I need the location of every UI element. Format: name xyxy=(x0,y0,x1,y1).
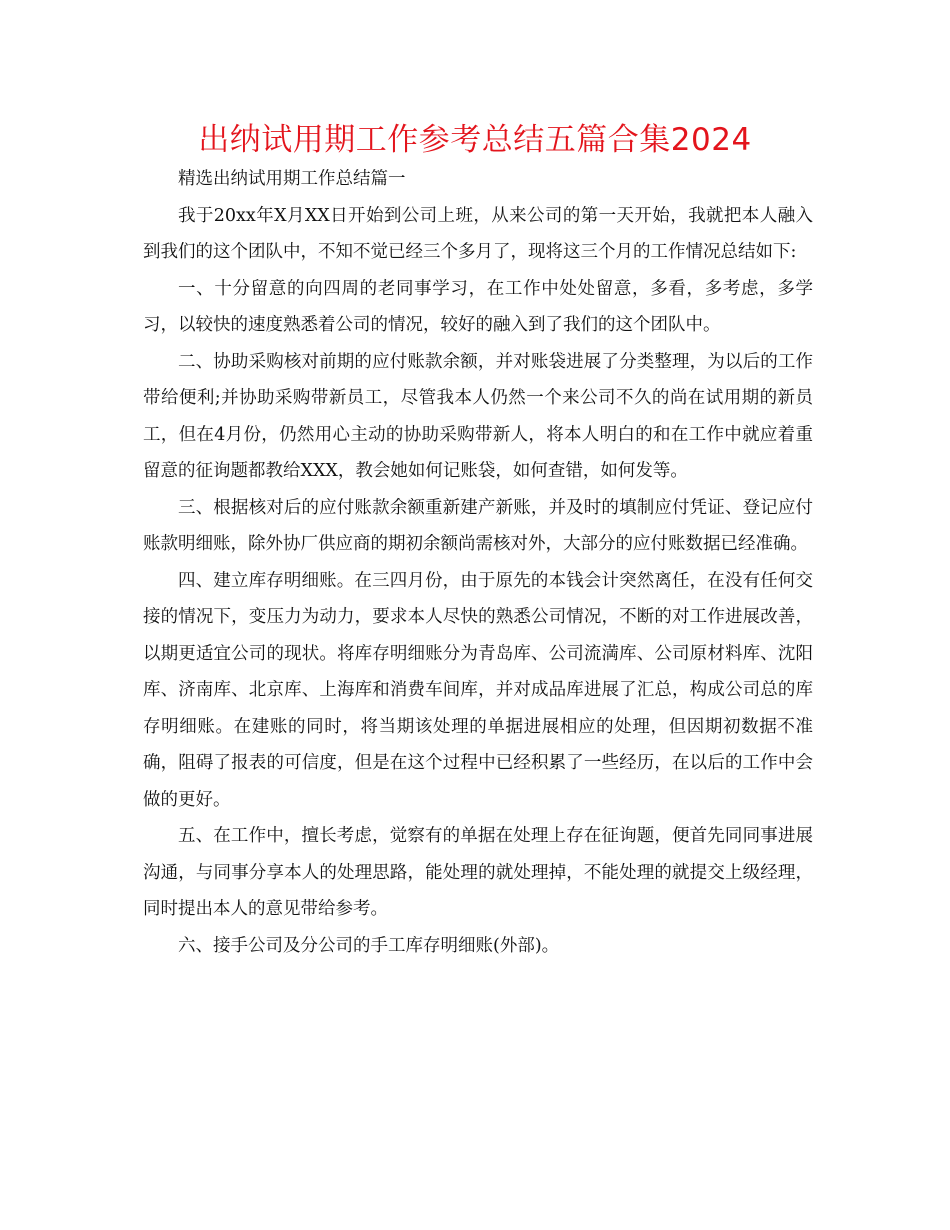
paragraph-item-6: 六、接手公司及分公司的手工库存明细账(外部)。 xyxy=(178,935,560,956)
paragraph-item-5: 五、在工作中，擅长考虑，觉察有的单据在处理上存在征询题，便首先同同事进展沟通，与同事分享本人的处理思路，能处理的就处理掉，不能处理的就提交上级经理，同时提出本人的意见带给参考。 xyxy=(143,826,813,919)
document-title: 出纳试用期工作参考总结五篇合集2024 xyxy=(198,122,752,158)
paragraph-intro: 我于20xx年X月XX日开始到公司上班，从来公司的第一天开始，我就把本人融入到我们的这个团队中，不知不觉已经三个多月了，现将这三个月的工作情况总结如下: xyxy=(143,205,813,262)
paragraph-item-1: 一、十分留意的向四周的老同事学习，在工作中处处留意，多看，多考虑，多学习，以较快的速度熟悉着公司的情况，较好的融入到了我们的这个团队中。 xyxy=(143,278,813,335)
section-heading: 精选出纳试用期工作总结篇一 xyxy=(178,169,406,189)
document-body xyxy=(143,161,813,964)
paragraph-item-3: 三、根据核对后的应付账款余额重新建产新账，并及时的填制应付凭证、登记应付账款明细账，除外协厂供应商的期初余额尚需核对外，大部分的应付账数据已经准确。 xyxy=(143,497,813,554)
paragraph-item-2: 二、协助采购核对前期的应付账款余额，并对账袋进展了分类整理，为以后的工作带给便利;并协助采购带新员工，尽管我本人仍然一个来公司不久的尚在试用期的新员工，但在4月份，仍然用心主动的协助采购带新人，将本人明白的和在工作中就应着重留意的征询题都教给XXX，教会她如何记账袋，如何查错，如何发等。 xyxy=(143,351,813,481)
paragraph-item-4: 四、建立库存明细账。在三四月份，由于原先的本钱会计突然离任，在没有任何交接的情况下，变压力为动力，要求本人尽快的熟悉公司情况，不断的对工作进展改善，以期更适宜公司的现状。将库存明细账分为青岛库、公司流満库、公司原材料库、沈阳库、济南库、北京库、上海库和消费车间库，并对成品库进展了汇总，构成公司总的库存明细账。在建账的同时，将当期该处理的单据进展相应的处理，但因期初数据不准确，阻碍了报表的可信度，但是在这个过程中已经积累了一些经历，在以后的工作中会做的更好。 xyxy=(143,570,813,810)
